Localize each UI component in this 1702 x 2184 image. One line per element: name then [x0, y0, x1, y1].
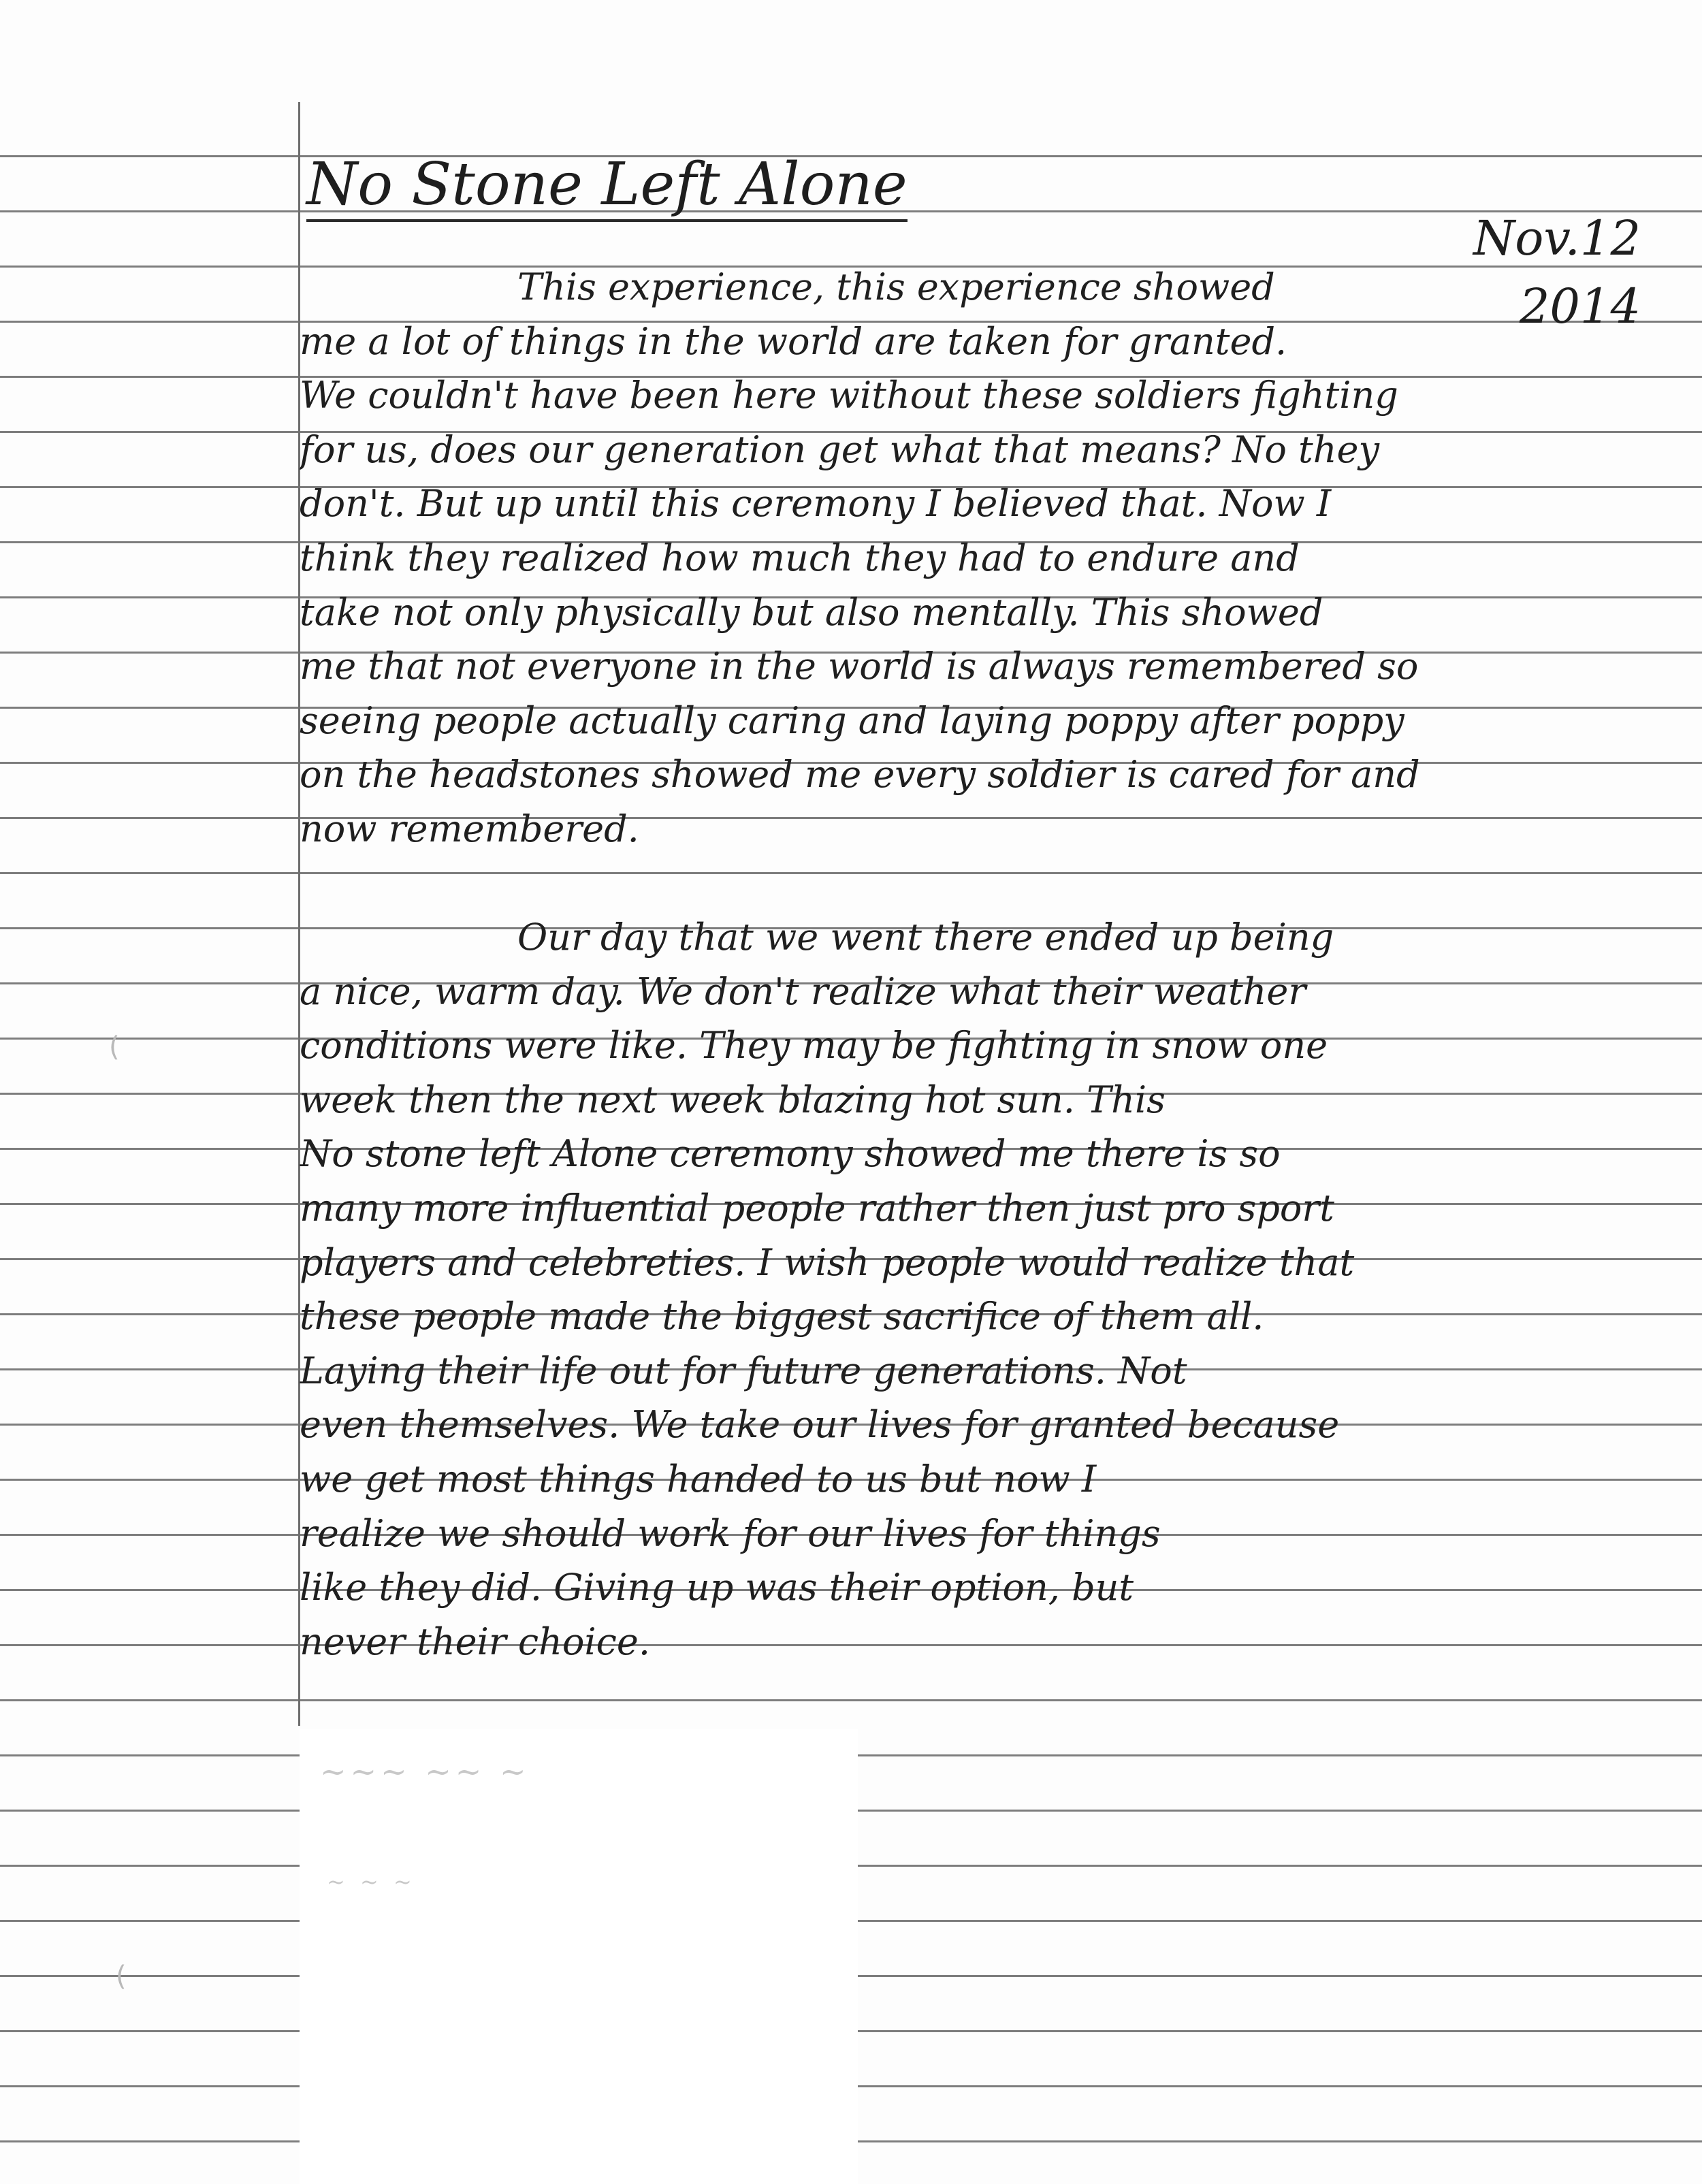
text-line: don't. But up until this ceremony I believed that. Now I — [300, 482, 1332, 526]
text-line: think they realized how much they had to endure and — [300, 536, 1300, 579]
text-line: Laying their life out for future generations. Not — [300, 1349, 1187, 1392]
essay-paragraph-2 — [300, 910, 1579, 1669]
date-year: 2014 — [1519, 278, 1641, 334]
faded-scribble-mark: ~~~ ~~ ~ — [320, 1753, 530, 1790]
text-line: week then the next week blazing hot sun. This — [300, 1078, 1166, 1121]
essay-paragraph-1 — [300, 260, 1579, 856]
text-line: conditions were like. They may be fighting in snow one — [300, 1024, 1328, 1067]
text-line: seeing people actually caring and laying poppy after poppy — [300, 698, 1404, 742]
text-line: realize we should work for our lives for things — [300, 1511, 1161, 1555]
text-line: take not only physically but also mentally. This showed — [300, 590, 1323, 634]
faded-scribble-mark: ~ ~ ~ — [327, 1869, 416, 1895]
text-line: never their choice. — [300, 1620, 651, 1663]
text-line: for us, does our generation get what that means? No they — [300, 428, 1379, 471]
pasted-over-area — [300, 1729, 858, 2184]
text-line: now remembered. — [300, 807, 639, 850]
date-month-day: Nov.12 — [1473, 210, 1641, 266]
text-line: even themselves. We take our lives for granted because — [300, 1403, 1340, 1447]
text-line: No stone left Alone ceremony showed me there is so — [300, 1132, 1281, 1176]
text-line: Our day that we went there ended up being — [517, 916, 1334, 959]
punch-hole-mark: ( — [116, 1961, 127, 1992]
text-line: these people made the biggest sacrifice of them all. — [300, 1295, 1264, 1338]
text-line: This experience, this experience showed — [517, 266, 1275, 308]
text-line: many more influential people rather then just pro sport — [300, 1186, 1334, 1230]
text-line: players and celebreties. I wish people would realize that — [300, 1240, 1355, 1284]
text-line: me a lot of things in the world are taken for granted. — [300, 319, 1287, 363]
punch-hole-mark: ( — [109, 1031, 120, 1063]
text-line: we get most things handed to us but now I — [300, 1457, 1097, 1500]
text-line: We couldn't have been here without these soldiers fighting — [300, 374, 1398, 417]
text-line: like they did. Giving up was their option, but — [300, 1566, 1134, 1609]
essay-title: No Stone Left Alone — [306, 155, 908, 222]
text-line: me that not everyone in the world is always remembered so — [300, 645, 1419, 688]
text-line: a nice, warm day. We don't realize what their weather — [300, 969, 1306, 1013]
text-line: on the headstones showed me every soldier is cared for and — [300, 753, 1420, 797]
